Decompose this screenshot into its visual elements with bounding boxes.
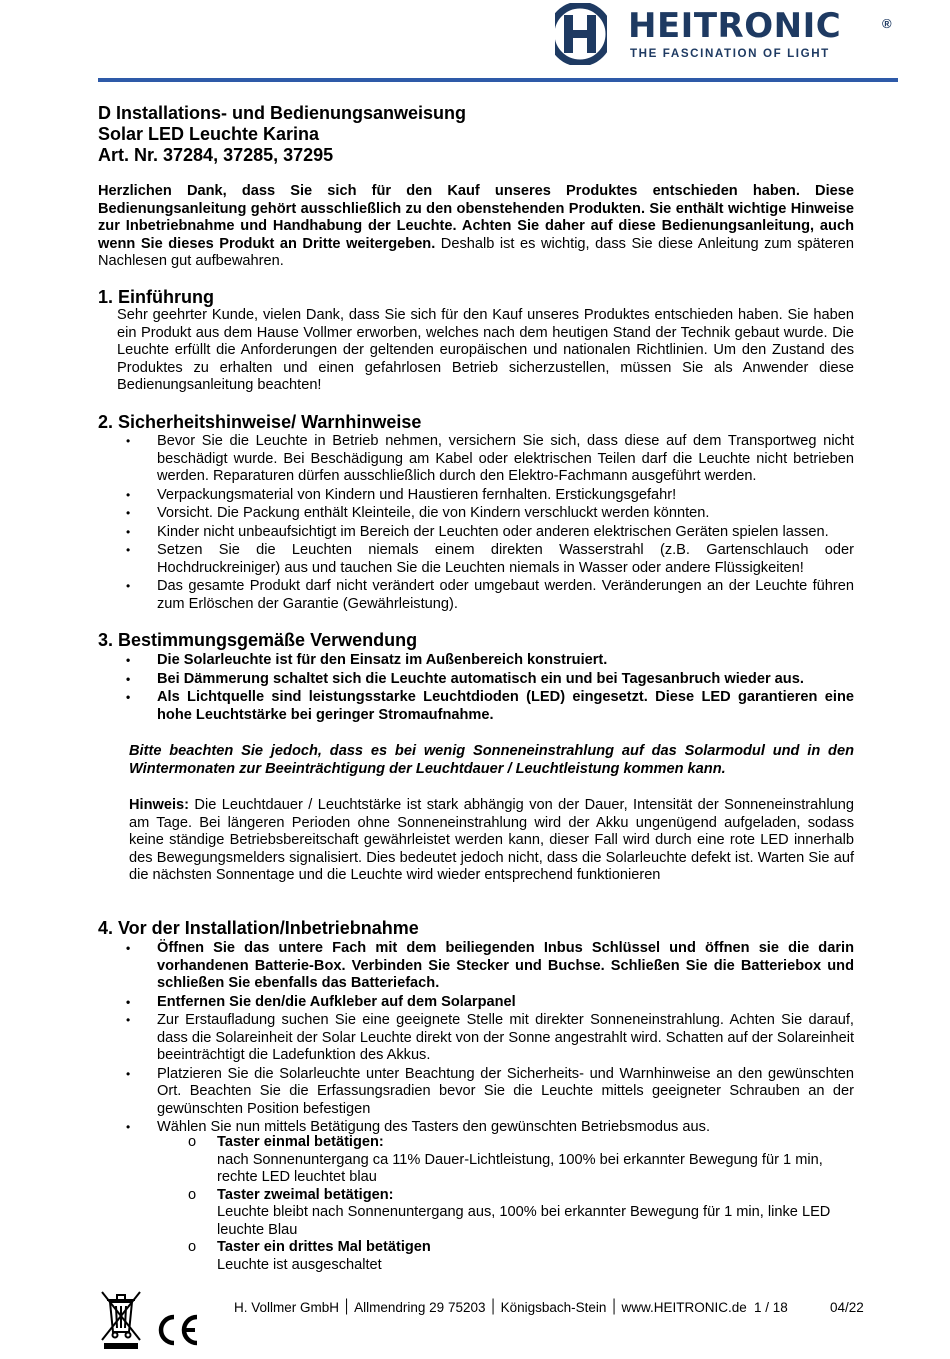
- heitronic-logo: [546, 3, 898, 65]
- mode-sub-list: [188, 1134, 854, 1274]
- list-item: • Setzen Sie die Leuchten niemals einem direkten Wasserstrahl (z.B. Gartenschlauch oder Hochdruckreiniger) aus und tauchen Sie die Leuchten niemals in Wasser oder andere Flüssigkeiten!: [126, 542, 854, 576]
- sub-list-item: o Taster zweimal betätigen: Leuchte bleibt nach Sonnenuntergang aus, 100% bei erkannter Bewegung für 1 min, linke LED leuchte Blau: [188, 1186, 831, 1238]
- hinweis-text: Die Leuchtdauer / Leuchtstärke ist stark abhängig von der Dauer, Intensität der Sonneneinstrahlung am Tage. Bei längeren Perioden ohne Sonneneinstrahlung wird der Akku ungenügend aufgeladen, sodass keine ständige Betriebsbereitschaft gewährleistet werden kann, dieser Fall wird durch eine rote LED innerhalb des Bewegungsmelders signalisiert. Dies bedeutet jedoch nicht, dass die Solarleuchte defekt ist. Warten Sie auf die nächsten Sonnentage und die Leuchte wird wieder entsprechend funktionieren: [129, 797, 854, 883]
- brand-name: HEITRONIC: [628, 6, 842, 46]
- hinweis-paragraph: [129, 797, 854, 885]
- list-item: • Zur Erstaufladung suchen Sie eine geeignete Stelle mit direkter Sonneneinstrahlung. Achten Sie darauf, dass die Solareinheit der Solar Leuchte direkt von der Sonne angestrahlt wird. Schatten auf der Solareinheit beeinträchtigt die Ladefunktion des Akkus.: [126, 1012, 854, 1063]
- bullet-icon: •: [126, 579, 131, 593]
- section-3-heading: 3. Bestimmungsgemäße Verwendung: [98, 630, 418, 650]
- circle-bullet-icon: o: [188, 1134, 197, 1150]
- bullet-icon: •: [126, 434, 131, 448]
- section-2-list: [117, 433, 854, 613]
- list-item: • Die Solarleuchte ist für den Einsatz im Außenbereich konstruiert.: [126, 652, 608, 668]
- section-4-list: [117, 940, 854, 1137]
- title-line-1: D Installations- und Bedienungsanweisung: [98, 103, 467, 123]
- header-rule: [98, 78, 898, 82]
- bullet-icon: •: [126, 543, 131, 557]
- list-item: • Vorsicht. Die Packung enthält Kleinteile, die von Kindern verschluckt werden könnten.: [126, 505, 710, 521]
- bullet-icon: •: [126, 690, 131, 704]
- intro-paragraph: [98, 183, 854, 271]
- bullet-icon: •: [126, 506, 131, 520]
- registered-mark: ®: [882, 16, 892, 31]
- sub-list-item: o Taster einmal betätigen: nach Sonnenuntergang ca 11% Dauer-Lichtleistung, 100% bei erkannter Bewegung für 1 min, rechte LED leuchtet blau: [188, 1134, 823, 1185]
- list-item: • Kinder nicht unbeaufsichtigt im Bereich der Leuchten oder anderen elektrischen Geräten spielen lassen.: [126, 523, 829, 540]
- list-item: • Das gesamte Produkt darf nicht verändert oder umgebaut werden. Veränderungen an der Leuchte führen zum Erlöschen der Garantie (Gewährleistung).: [126, 578, 854, 612]
- page-number: 1 / 18: [754, 1300, 788, 1315]
- bullet-icon: •: [126, 1120, 131, 1134]
- footer-address: H. Vollmer GmbH ׀ Allmendring 29 ׀ 75203 Königsbach-Stein ׀ www.HEITRONIC.de: [234, 1300, 747, 1315]
- list-item: • Bei Dämmerung schaltet sich die Leuchte automatisch ein und bei Tagesanbruch wieder aus.: [126, 670, 804, 687]
- hinweis-label: Hinweis:: [129, 797, 190, 813]
- bullet-icon: •: [126, 653, 131, 667]
- bullet-icon: •: [126, 941, 131, 955]
- bullet-icon: •: [126, 487, 131, 502]
- ce-mark-icon: [154, 1313, 200, 1347]
- list-item: • Öffnen Sie das untere Fach mit dem beiliegenden Inbus Schlüssel und öffnen sie die darin vorhandenen Batterie-Box. Verbinden Sie Stecker und Buchse. Schließen Sie die Batteriebox und schließen Sie ebenfalls das Batteriefach.: [126, 940, 854, 991]
- list-item: • Wählen Sie nun mittels Betätigung des Tasters den gewünschten Betriebsmodus aus.: [126, 1119, 710, 1135]
- bullet-icon: •: [126, 994, 131, 1009]
- intro-normal: Deshalb ist es wichtig, dass Sie diese Anleitung zum späteren Nachlesen gut aufbewahren.: [98, 235, 854, 269]
- bullet-icon: •: [126, 1066, 131, 1081]
- list-item: • Bevor Sie die Leuchte in Betrieb nehmen, versichern Sie sich, dass diese auf dem Transportweg nicht beschädigt wurde. Bei Beschädigung am Kabel oder elektrischen Teilen darf die Leuchte nicht betrieben werden. Reparaturen dürfen ausschließlich durch den Elektro-Fachmann ausgeführt werden.: [126, 433, 854, 484]
- section-3-list: [117, 652, 854, 724]
- circle-bullet-icon: o: [188, 1186, 197, 1203]
- list-item: • Als Lichtquelle sind leistungsstarke Leuchtdioden (LED) eingesetzt. Diese LED garantieren eine hohe Leuchtstärke bei geringer Stromaufnahme.: [126, 689, 854, 723]
- section-4-heading: 4. Vor der Installation/Inbetriebnahme: [98, 918, 419, 938]
- section-1-heading: 1. Einführung: [98, 287, 214, 307]
- bullet-icon: •: [126, 671, 131, 686]
- bullet-icon: •: [126, 1013, 131, 1027]
- brand-tagline: THE FASCINATION OF LIGHT: [630, 47, 830, 60]
- bullet-icon: •: [126, 524, 131, 539]
- title-line-2: Solar LED Leuchte Karina: [98, 124, 320, 144]
- heitronic-emblem-icon: [546, 3, 616, 65]
- list-item: • Platzieren Sie die Solarleuchte unter Beachtung der Sicherheits- und Warnhinweise an den gewünschten Ort. Beachten Sie die Erfassungsradien bevor Sie die Leuchte mittels geeigneter Schrauben an der gewünschten Position befestigen: [126, 1065, 854, 1117]
- title-line-3: Art. Nr. 37284, 37285, 37295: [98, 145, 334, 165]
- sub-list-item: o Taster ein drittes Mal betätigen Leuchte ist ausgeschaltet: [188, 1239, 431, 1273]
- section-1-text: Sehr geehrter Kunde, vielen Dank, dass Sie sich für den Kauf unseres Produktes entschieden haben. Sie haben ein Produkt aus dem Hause Vollmer erworben, welches nach dem heutigen Stand der Technik gebaut wurde. Die Leuchte erfüllt die Anforderungen der geltenden europäischen und nationalen Richtlinien. Um den Zustand des Produktes zu erhalten und einen gefahrlosen Betrieb sicherzustellen, müssen Sie als Anwender diese Bedienungsanleitung beachten!: [117, 307, 854, 393]
- intro-bold: Herzlichen Dank, dass Sie sich für den Kauf unseres Produktes entschieden haben. Diese Bedienungsanleitung gehört ausschließlich zu den obenstehenden Produkten. Sie enthält wichtige Hinweise zur Inbetriebnahme und Handhabung der Leuchte. Achten Sie daher auf diese Bedienungsanleitung, auch wenn Sie dieses Produkt an Dritte weitergeben.: [98, 183, 854, 252]
- crossed-bin-icon: [98, 1288, 144, 1350]
- list-item: • Verpackungsmaterial von Kindern und Haustieren fernhalten. Erstickungsgefahr!: [126, 486, 677, 503]
- section-2-heading: 2. Sicherheitshinweise/ Warnhinweise: [98, 412, 422, 432]
- solar-note: Bitte beachten Sie jedoch, dass es bei wenig Sonneneinstrahlung auf das Solarmodul und in den Wintermonaten zur Beeinträchtigung der Leuchtdauer / Leuchtleistung kommen kann.: [129, 743, 854, 777]
- document-date: 04/22: [830, 1300, 864, 1315]
- document-title: [98, 103, 466, 166]
- list-item: • Entfernen Sie den/die Aufkleber auf dem Solarpanel: [126, 993, 516, 1010]
- circle-bullet-icon: o: [188, 1239, 197, 1255]
